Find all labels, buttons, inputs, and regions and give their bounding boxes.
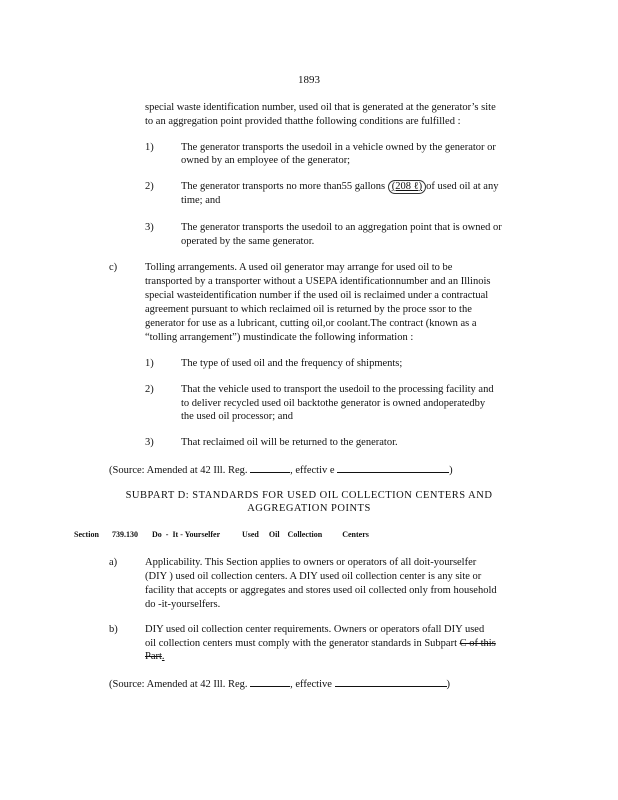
list2-item-2-number: 2) — [145, 384, 154, 395]
list1-item-2-text-post: of used oil at any — [426, 181, 499, 192]
subsection-b-label: b) — [109, 624, 118, 635]
subsection-c-line-4: agreement pursuant to which reclaimed oil is returned by the proce ssor to the — [145, 304, 472, 315]
subsection-b-period: . — [161, 651, 165, 662]
source-note-2-date-blank — [335, 676, 447, 687]
source-note-1 — [109, 462, 453, 478]
subsection-a-line-3: facility that accepts or aggregates and stores used oil collected only from household — [145, 585, 497, 596]
source-note-1-mid: , effectiv e — [290, 465, 335, 476]
source-note-1-end: ) — [449, 465, 453, 476]
page-number: 1893 — [298, 74, 320, 86]
list1-item-3-line-2: operated by the same generator. — [181, 236, 315, 247]
list2-item-3-number: 3) — [145, 437, 154, 448]
list1-item-1-line-1: The generator transports the usedoil in a vehicle owned by the generator or — [181, 142, 496, 153]
source-note-2-mid: , effective — [290, 679, 332, 690]
list2-item-3-line-1: That reclaimed oil will be returned to the generator. — [181, 437, 398, 448]
list2-item-1-line-1: The type of used oil and the frequency of shipments; — [181, 358, 403, 369]
source-note-1-date-blank — [337, 462, 449, 473]
list2-item-1-number: 1) — [145, 358, 154, 369]
deleted-text-1: C of this — [459, 638, 496, 649]
section-number: 739.130 — [112, 530, 138, 539]
subsection-c-line-6: “tolling arrangement”) mustindicate the following information : — [145, 332, 414, 343]
intro-line-2: to an aggregation point provided thatthe following conditions are fulfilled : — [145, 116, 461, 127]
source-note-1-volume-blank — [250, 462, 290, 473]
list1-item-2-text-pre: The generator transports no more than55 gallons — [181, 181, 388, 192]
list1-item-3-number: 3) — [145, 222, 154, 233]
list1-item-1-line-2: owned by an employee of the generator; — [181, 155, 351, 166]
list1-item-2-line-2: time; and — [181, 195, 221, 206]
source-note-2-end: ) — [446, 679, 451, 690]
volume-annotation: (208 ℓ) — [388, 180, 426, 194]
list2-item-2-line-1: That the vehicle used to transport the usedoil to the processing facility and — [181, 384, 494, 395]
subpart-heading-line-2: AGGREGATION POINTS — [247, 503, 371, 514]
list1-item-2-line-1 — [181, 180, 498, 194]
subsection-c-label: c) — [109, 262, 118, 273]
list1-item-1-number: 1) — [145, 142, 154, 153]
subsection-b-line-2 — [145, 637, 496, 651]
subsection-a-label: a) — [109, 557, 118, 568]
source-note-1-pre: (Source: Amended at 42 Ill. Reg. — [109, 465, 248, 476]
subsection-b-line-3 — [145, 650, 165, 664]
subsection-a-line-2: (DIY ) used oil collection centers. A DIY used oil collection center is any site or — [145, 571, 482, 582]
subsection-a-line-4: do -it-yourselfers. — [145, 599, 221, 610]
subsection-c-line-5: generator for use as a lubricant, cutting oil,or coolant.The contract (known as a — [145, 318, 477, 329]
section-title: Do - It - Yourselfer Used Oil Collection Centers — [152, 530, 369, 539]
intro-line-1: special waste identification number, used oil that is generated at the generator’s site — [145, 102, 496, 113]
source-note-2-volume-blank — [250, 676, 290, 687]
subsection-c-line-2: transported by a transporter without a USEPA identificationnumber and an Illinois — [145, 276, 491, 287]
subsection-b-line-2-text: oil collection centers must comply with the generator standards in Subpart — [145, 638, 460, 649]
subsection-c-line-1: Tolling arrangements. A used oil generator may arrange for used oil to be — [145, 262, 453, 273]
list2-item-2-line-3: the used oil processor; and — [181, 411, 293, 422]
subsection-b-line-1: DIY used oil collection center requirements. Owners or operators ofall DIY used — [145, 624, 485, 635]
list2-item-2-line-2: to deliver recycled used oil backtothe generator is owned andoperatedby — [181, 398, 486, 409]
deleted-text-2: Part — [145, 651, 162, 662]
subpart-heading-line-1: SUBPART D: STANDARDS FOR USED OIL COLLECTION CENTERS AND — [125, 490, 493, 501]
subsection-c-line-3: special wasteidentification number if the used oil is reclaimed under a contractual — [145, 290, 489, 301]
subsection-a-line-1: Applicability. This Section applies to owners or operators of all doit-yourselfer — [145, 557, 477, 568]
section-word: Section — [74, 530, 99, 539]
source-note-2-pre: (Source: Amended at 42 Ill. Reg. — [109, 679, 248, 690]
list1-item-3-line-1: The generator transports the usedoil to an aggregation point that is owned or — [181, 222, 502, 233]
list1-item-2-number: 2) — [145, 181, 154, 192]
source-note-2 — [109, 676, 450, 692]
